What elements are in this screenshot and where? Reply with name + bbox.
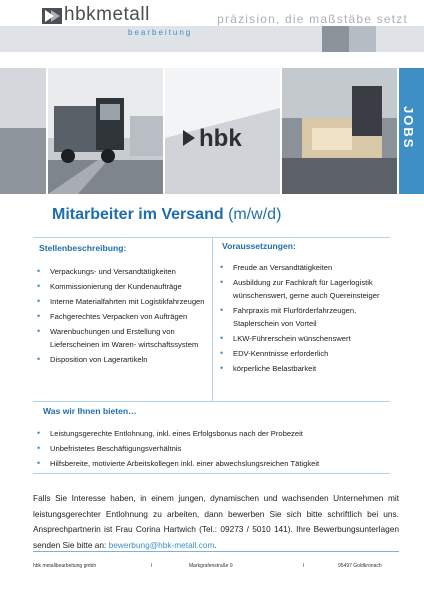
divider [33, 401, 390, 402]
list-item: • Freude an Versandtätigkeiten [220, 261, 388, 274]
closing-end: . [214, 539, 217, 550]
list-item: • Kommissionierung der Kundenaufträge [37, 280, 207, 293]
list-item: • Leistungsgerechte Entlohnung, inkl. eines Erfolgsbonus nach der Probezeit [37, 427, 387, 440]
list-item: • körperliche Belastbarkeit [220, 362, 388, 375]
footer-separator: I [303, 563, 305, 569]
list-item: • Ausbildung zur Fachkraft für Lagerlogistik wünschenswert, gerne auch Quereinsteiger [220, 276, 388, 302]
header-band-block-mid [349, 26, 376, 52]
list-item: • EDV-Kenntnisse erforderlich [220, 347, 388, 360]
divider [33, 473, 390, 474]
offer-list [37, 427, 387, 472]
footer-city: 95497 Goldkronach [338, 563, 382, 569]
photo-truck [48, 68, 163, 194]
list-item: • Fahrpraxis mit Flurförderfahrzeugen, Staplerschein von Vorteil [220, 304, 388, 330]
closing-paragraph [33, 491, 399, 553]
page-header [0, 0, 424, 58]
job-title [52, 206, 281, 224]
jobs-label: JOBS [401, 106, 416, 150]
slogan: präzision, die maßstäbe setzt [217, 12, 408, 26]
application-email-link[interactable]: bewerbung@hbk-metall.com [108, 539, 215, 550]
header-band-block-dark [322, 26, 349, 52]
list-item: • Disposition von Lagerartikeln [37, 353, 207, 366]
list-item: • Hilfsbereite, motivierte Arbeitskollegen inkl. einer abwechslungsreichen Tätigkeit [37, 457, 387, 470]
requirements-heading: Voraussetzungen: [222, 241, 296, 251]
footer-company: hbk metallbearbeitung gmbh [33, 563, 97, 569]
footer-separator: I [151, 563, 153, 569]
logo-mark-icon [42, 6, 62, 26]
closing-text: Falls Sie Interesse haben, in einem jungen, dynamischen und wachsenden Unternehmen mit leistungsgerechter Entlohnung zu arbeiten, dann bewerben Sie sich bitte schriftlich bei uns. Ansprechpartnerin ist Frau Corina Hartwich (Tel.: 09273 / 5010 141). Ihre Bewerbungsunterlagen senden Sie bitte an: [33, 493, 399, 550]
description-list [37, 265, 207, 368]
job-title-main: Mitarbeiter im Versand [52, 206, 224, 223]
svg-text:hbk: hbk [199, 125, 242, 152]
list-item: • Fachgerechtes Verpacken von Aufträgen [37, 310, 207, 323]
logo-wordmark: hbkmetall [64, 4, 150, 25]
details-box [33, 237, 390, 474]
photo-building-sign [165, 68, 280, 194]
offer-heading: Was wir Ihnen bieten… [43, 406, 137, 416]
description-heading: Stellenbeschreibung: [39, 243, 127, 253]
job-title-suffix: (m/w/d) [223, 206, 282, 223]
list-item: • Verpackungs- und Versandtätigkeiten [37, 265, 207, 278]
divider [212, 237, 213, 401]
logo-subtitle: bearbeitung [128, 28, 193, 37]
photo-packing [282, 68, 397, 194]
photo-strip [0, 68, 424, 194]
footer-divider [33, 551, 399, 552]
list-item: • Interne Materialfahrten mit Logistikfahrzeugen [37, 295, 207, 308]
list-item: • Warenbuchungen und Erstellung von Lieferscheinen im Waren- wirtschaftssystem [37, 325, 207, 351]
company-logo [42, 4, 193, 40]
list-item: • LKW-Führerschein wünschenswert [220, 332, 388, 345]
footer-street: Markgrafenstraße 9 [189, 563, 233, 569]
list-item: • Unbefristetes Beschäftigungsverhältnis [37, 442, 387, 455]
photo-edge [0, 68, 46, 194]
jobs-banner [399, 68, 424, 194]
requirements-list [220, 261, 388, 377]
